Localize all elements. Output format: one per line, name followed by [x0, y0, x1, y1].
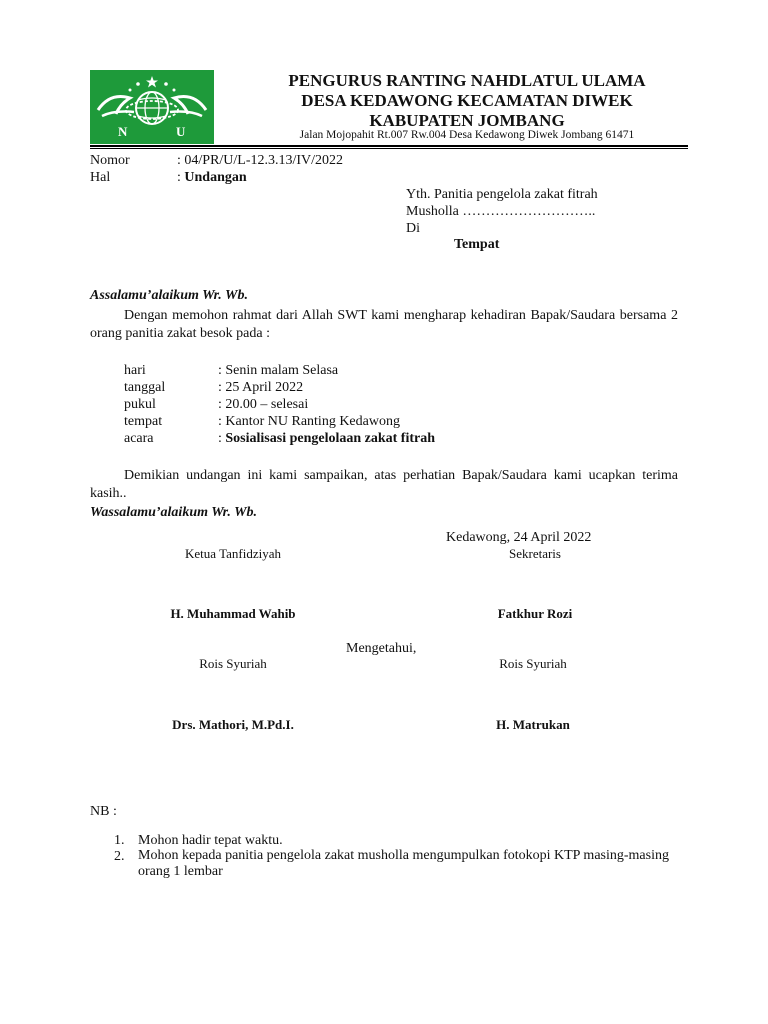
detail-label-tempat: tempat: [124, 414, 163, 429]
recipient-line3: Di: [406, 221, 420, 236]
recipient-line2: Musholla ………………………..: [406, 204, 596, 219]
detail-label-pukul: pukul: [124, 397, 156, 412]
header-village: DESA KEDAWONG KECAMATAN DIWEK: [301, 91, 633, 110]
detail-value-tanggal: : 25 April 2022: [218, 380, 304, 395]
rois-right-name: H. Matrukan: [496, 717, 570, 732]
note-1-text: Mohon hadir tepat waktu.: [138, 833, 283, 848]
hal-value-wrap: [177, 169, 247, 186]
note-1-num: 1.: [114, 833, 125, 848]
logo-letter-u: U: [176, 124, 186, 139]
place-date: Kedawong, 24 April 2022: [446, 530, 592, 545]
header-regency: KABUPATEN JOMBANG: [369, 111, 565, 130]
rois-right-title: Rois Syuriah: [499, 656, 567, 671]
signer-right-name: Fatkhur Rozi: [497, 606, 573, 621]
detail-value-acara: Sosialisasi pengelolaan zakat fitrah: [225, 431, 436, 446]
note-2-text: Mohon kepada panitia pengelola zakat musholla mengumpulkan fotokopi KTP masing-masing orang 1 lembar: [138, 848, 669, 879]
header-address: Jalan Mojopahit Rt.007 Rw.004 Desa Kedawong Diwek Jombang 61471: [299, 129, 635, 141]
nomor-value: : 04/PR/U/L-12.3.13/IV/2022: [177, 153, 344, 168]
detail-value-hari: : Senin malam Selasa: [218, 363, 339, 378]
signer-left-name: H. Muhammad Wahib: [170, 606, 296, 621]
nu-globe-logo-icon: [90, 70, 214, 144]
header-org-name: PENGURUS RANTING NAHDLATUL ULAMA: [288, 71, 646, 90]
recipient-line1: Yth. Panitia pengelola zakat fitrah: [406, 187, 598, 202]
hal-value: Undangan: [184, 170, 247, 185]
header-rule-thin: [90, 148, 688, 149]
closing-paragraph: Demikian undangan ini kami sampaikan, atas perhatian Bapak/Saudara kami ucapkan terima kasih..: [90, 468, 678, 501]
hal-label: Hal: [90, 170, 111, 185]
detail-value-pukul: : 20.00 – selesai: [218, 397, 309, 412]
nomor-label: Nomor: [90, 153, 130, 168]
hal-colon: :: [177, 170, 185, 185]
rois-left-title: Rois Syuriah: [199, 656, 267, 671]
signer-right-title: Sekretaris: [509, 546, 561, 561]
detail-value-tempat: : Kantor NU Ranting Kedawong: [218, 414, 400, 429]
detail-label-acara: acara: [124, 431, 154, 446]
opening-greeting: Assalamu’alaikum Wr. Wb.: [90, 288, 248, 303]
detail-label-hari: hari: [124, 363, 146, 378]
recipient-line4: Tempat: [454, 237, 500, 252]
detail-value-acara-wrap: [218, 430, 435, 447]
rois-left-name: Drs. Mathori, M.Pd.I.: [172, 717, 294, 732]
nu-logo: [90, 70, 214, 144]
note-2-num: 2.: [114, 849, 125, 864]
closing-greeting: Wassalamu’alaikum Wr. Wb.: [90, 505, 258, 520]
acknowledge-label: Mengetahui,: [346, 641, 417, 656]
detail-label-tanggal: tanggal: [124, 380, 166, 395]
detail-colon-acara: :: [218, 431, 226, 446]
intro-paragraph: Dengan memohon rahmat dari Allah SWT kami mengharap kehadiran Bapak/Saudara bersama 2 orang panitia zakat besok pada :: [90, 308, 678, 341]
header-rule-thick: [90, 145, 688, 147]
logo-letter-n: N: [118, 124, 128, 139]
signer-left-title: Ketua Tanfidziyah: [185, 546, 281, 561]
notes-label: NB :: [90, 804, 117, 819]
